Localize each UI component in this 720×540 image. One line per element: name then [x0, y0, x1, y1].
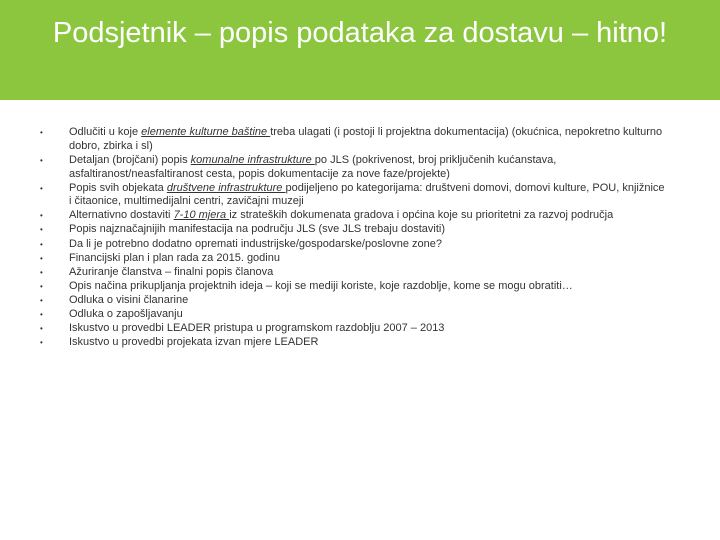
- bullet-icon: •: [40, 239, 43, 249]
- slide-title: Podsjetnik – popis podataka za dostavu – hitno!: [52, 17, 668, 49]
- item-text-part: Odlučiti u koje: [69, 126, 142, 138]
- list-item: [0, 294, 720, 308]
- list-item: [0, 252, 720, 266]
- bullet-icon: •: [40, 338, 43, 348]
- item-emphasis: društvene infrastrukture: [166, 181, 286, 194]
- list-item-text: [69, 322, 669, 336]
- item-text-part: Odluka o zapošljavanju: [69, 308, 183, 321]
- bullet-icon: •: [40, 281, 43, 291]
- list-item: [0, 280, 720, 294]
- item-text-part: podijeljeno po kategorijama: društveni domovi, domovi kulture, POU, knjižnice i čitaonice, multimedijalni centri, zavičajni muzeji: [69, 181, 665, 208]
- bullet-icon: •: [40, 253, 43, 263]
- item-text-part: Da li je potrebno dodatno opremati industrijske/gospodarske/poslovne zone?: [69, 237, 443, 250]
- list-item-text: [69, 252, 669, 266]
- bullet-icon: •: [40, 267, 43, 277]
- title-banner: [0, 0, 720, 100]
- list-item-text: [69, 126, 669, 153]
- bullet-icon: •: [40, 155, 43, 165]
- bullet-icon: •: [40, 128, 43, 137]
- bullet-icon: •: [40, 183, 43, 193]
- list-item: [0, 322, 720, 336]
- list-item: [0, 223, 720, 237]
- item-text-part: Iskustvo u provedbi projekata izvan mjere LEADER: [69, 336, 319, 349]
- item-text-part: Ažuriranje članstva – finalni popis članova: [69, 265, 274, 278]
- list-item-text: [69, 238, 669, 252]
- bullet-icon: •: [40, 324, 43, 334]
- list-item-text: [69, 308, 669, 322]
- list-item: [0, 154, 720, 181]
- item-text-part: treba ulagati (i postoji li projektna dokumentacija) (okućnica, nepokretno kulturno dobro, zbirka i sl): [69, 126, 663, 152]
- item-text-part: po JLS (pokrivenost, broj priključenih kućanstava, asfaltiranost/neasfaltiranost cesta, popis dokumentacije za nove faze/projekte): [69, 153, 557, 180]
- list-item: [0, 336, 720, 350]
- list-item: [0, 238, 720, 252]
- list-item-text: [69, 182, 669, 209]
- item-text-part: Popis svih objekata: [69, 181, 167, 194]
- list-item: [0, 266, 720, 280]
- item-text-part: Popis najznačajnijih manifestacija na području JLS (sve JLS trebaju dostaviti): [69, 223, 446, 236]
- list-item-text: [69, 223, 669, 237]
- item-text-part: Detaljan (brojčani) popis: [69, 153, 191, 166]
- bullet-icon: •: [40, 295, 43, 305]
- list-item: [0, 182, 720, 209]
- bullet-icon: •: [40, 211, 43, 221]
- item-text-part: Alternativno dostaviti: [69, 209, 174, 222]
- list-item-text: [69, 209, 669, 223]
- list-item: [0, 209, 720, 223]
- list-item-text: [69, 294, 669, 308]
- item-emphasis: komunalne infrastrukture: [190, 153, 315, 166]
- item-text-part: Opis načina prikupljanja projektnih ideja – koji se mediji koriste, koje razdoblje, kome se mogu obratiti…: [69, 279, 573, 292]
- list-item: [0, 126, 720, 153]
- item-text-part: Iskustvo u provedbi LEADER pristupa u programskom razdoblju 2007 – 2013: [69, 322, 445, 335]
- list-item-text: [69, 336, 669, 350]
- list-item-text: [69, 280, 669, 294]
- bullet-list: [0, 126, 720, 350]
- bullet-icon: •: [40, 225, 43, 235]
- item-emphasis: 7-10 mjera: [173, 209, 230, 222]
- list-item: [0, 308, 720, 322]
- item-text-part: Financijski plan i plan rada za 2015. godinu: [69, 251, 280, 264]
- item-text-part: iz strateških dokumenata gradova i općina koje su prioritetni za razvoj područja: [229, 209, 614, 222]
- list-item-text: [69, 266, 669, 280]
- item-emphasis: elemente kulturne baštine: [141, 126, 271, 138]
- bullet-icon: •: [40, 310, 43, 320]
- list-item-text: [69, 154, 669, 181]
- item-text-part: Odluka o visini članarine: [69, 293, 189, 306]
